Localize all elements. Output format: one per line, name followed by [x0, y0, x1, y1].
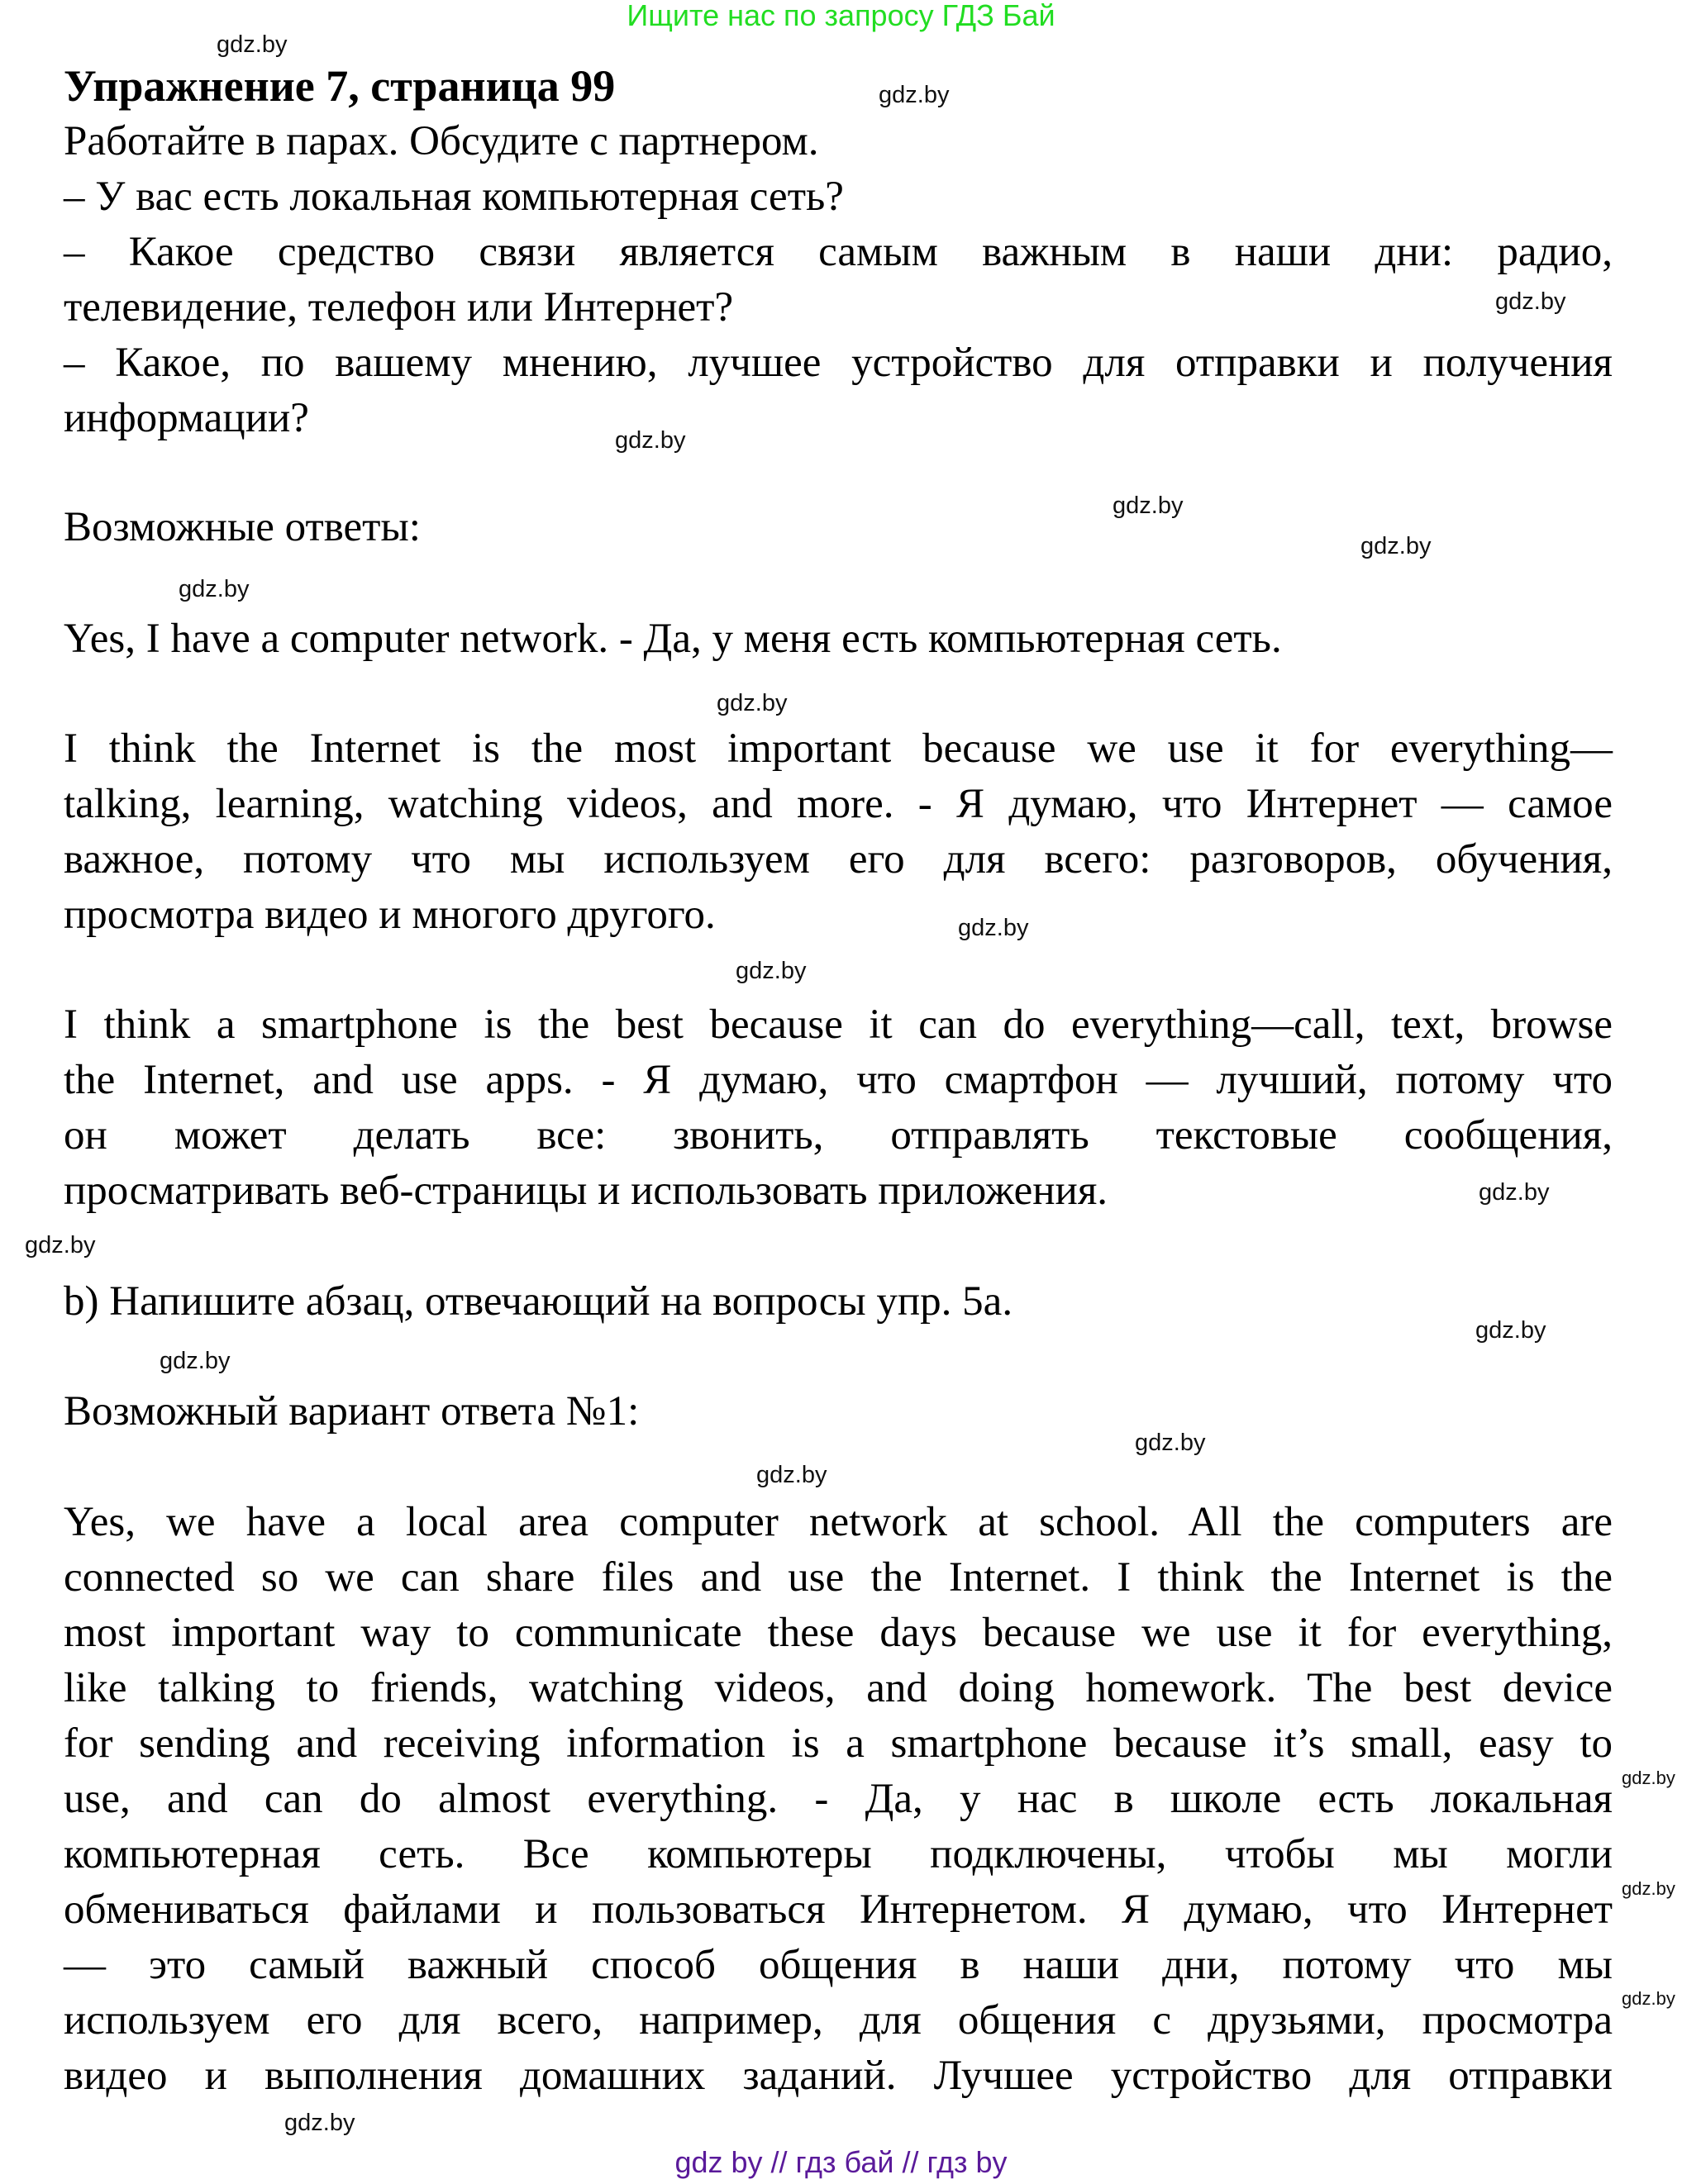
- variant-line: компьютерная сеть. Все компьютеры подключены, чтобы мы могли: [64, 1831, 1613, 1877]
- watermark: gdz.by: [217, 31, 288, 58]
- answers-heading: Возможные ответы:: [64, 504, 421, 550]
- watermark: gdz.by: [879, 82, 950, 108]
- watermark: gdz.by: [1113, 492, 1184, 519]
- watermark: gdz.by: [160, 1348, 231, 1374]
- answer-line: просмотра видео и многого другого.: [64, 892, 716, 938]
- answer-line: talking, learning, watching videos, and more. - Я думаю, что Интернет — самое: [64, 781, 1613, 827]
- watermark: gdz.by: [1495, 288, 1566, 315]
- watermark: gdz.by: [736, 958, 807, 984]
- task-line: – Какое, по вашему мнению, лучшее устройство для отправки и получения: [64, 340, 1613, 386]
- variant-line: for sending and receiving information is a smartphone because it’s small, easy to: [64, 1720, 1613, 1767]
- watermark: gdz.by: [1622, 1878, 1675, 1899]
- variant-line: like talking to friends, watching videos, and doing homework. The best device: [64, 1665, 1613, 1711]
- answer-line: важное, потому что мы используем его для всего: разговоров, обучения,: [64, 836, 1613, 883]
- task-line: – У вас есть локальная компьютерная сеть?: [64, 174, 844, 220]
- answer-2: [64, 721, 1613, 943]
- answer-1: Yes, I have a computer network. - Да, у меня есть компьютерная сеть.: [64, 616, 1282, 662]
- watermark: gdz.by: [1622, 1988, 1675, 2009]
- page-title: Упражнение 7, страница 99: [64, 61, 616, 111]
- task-b: b) Напишите абзац, отвечающий на вопросы упр. 5а.: [64, 1278, 1013, 1325]
- watermark: gdz.by: [1622, 1768, 1675, 1788]
- variant-line: most important way to communicate these days because we use it for everything,: [64, 1610, 1613, 1656]
- watermark: gdz.by: [179, 576, 250, 602]
- variant-line: Yes, we have a local area computer network at school. All the computers are: [64, 1499, 1613, 1545]
- variant-line: — это самый важный способ общения в наши дни, потому что мы: [64, 1942, 1613, 1988]
- task-text: [64, 114, 1613, 446]
- answer-line: I think the Internet is the most important because we use it for everything—: [64, 726, 1613, 772]
- variant-text: [64, 1495, 1613, 2104]
- variant-line: use, and can do almost everything. - Да, у нас в школе есть локальная: [64, 1776, 1613, 1822]
- watermark: gdz.by: [1475, 1317, 1546, 1344]
- watermark: gdz.by: [958, 915, 1029, 941]
- variant-line: connected so we can share files and use the Internet. I think the Internet is the: [64, 1554, 1613, 1601]
- answer-3: [64, 997, 1613, 1219]
- watermark: gdz.by: [1135, 1430, 1206, 1456]
- task-line: – Какое средство связи является самым важным в наши дни: радио,: [64, 229, 1613, 275]
- watermark: gdz.by: [1360, 533, 1432, 559]
- variant-line: обмениваться файлами и пользоваться Интернетом. Я думаю, что Интернет: [64, 1887, 1613, 1933]
- answer-line: он может делать все: звонить, отправлять текстовые сообщения,: [64, 1112, 1613, 1159]
- watermark: gdz.by: [615, 427, 686, 454]
- watermark: gdz.by: [25, 1232, 96, 1259]
- variant-line: используем его для всего, например, для общения с друзьями, просмотра: [64, 1997, 1613, 2044]
- task-line: Работайте в парах. Обсудите с партнером.: [64, 118, 819, 164]
- answer-line: I think a smartphone is the best because it can do everything—call, text, browse: [64, 1002, 1613, 1048]
- answer-line: просматривать веб-страницы и использовать приложения.: [64, 1168, 1108, 1214]
- task-line: телевидение, телефон или Интернет?: [64, 284, 734, 331]
- variant-line: видео и выполнения домашних заданий. Лучшее устройство для отправки: [64, 2053, 1613, 2099]
- footer-links: gdz by // гдз бай // гдз by: [674, 2145, 1008, 2179]
- watermark: gdz.by: [284, 2110, 355, 2136]
- watermark: gdz.by: [717, 690, 788, 716]
- variant-heading: Возможный вариант ответа №1:: [64, 1388, 640, 1435]
- answer-line: the Internet, and use apps. - Я думаю, что смартфон — лучший, потому что: [64, 1057, 1613, 1103]
- task-line: информации?: [64, 395, 309, 441]
- watermark: gdz.by: [1479, 1179, 1550, 1206]
- search-banner: Ищите нас по запросу ГДЗ Бай: [627, 0, 1055, 32]
- watermark: gdz.by: [756, 1462, 827, 1488]
